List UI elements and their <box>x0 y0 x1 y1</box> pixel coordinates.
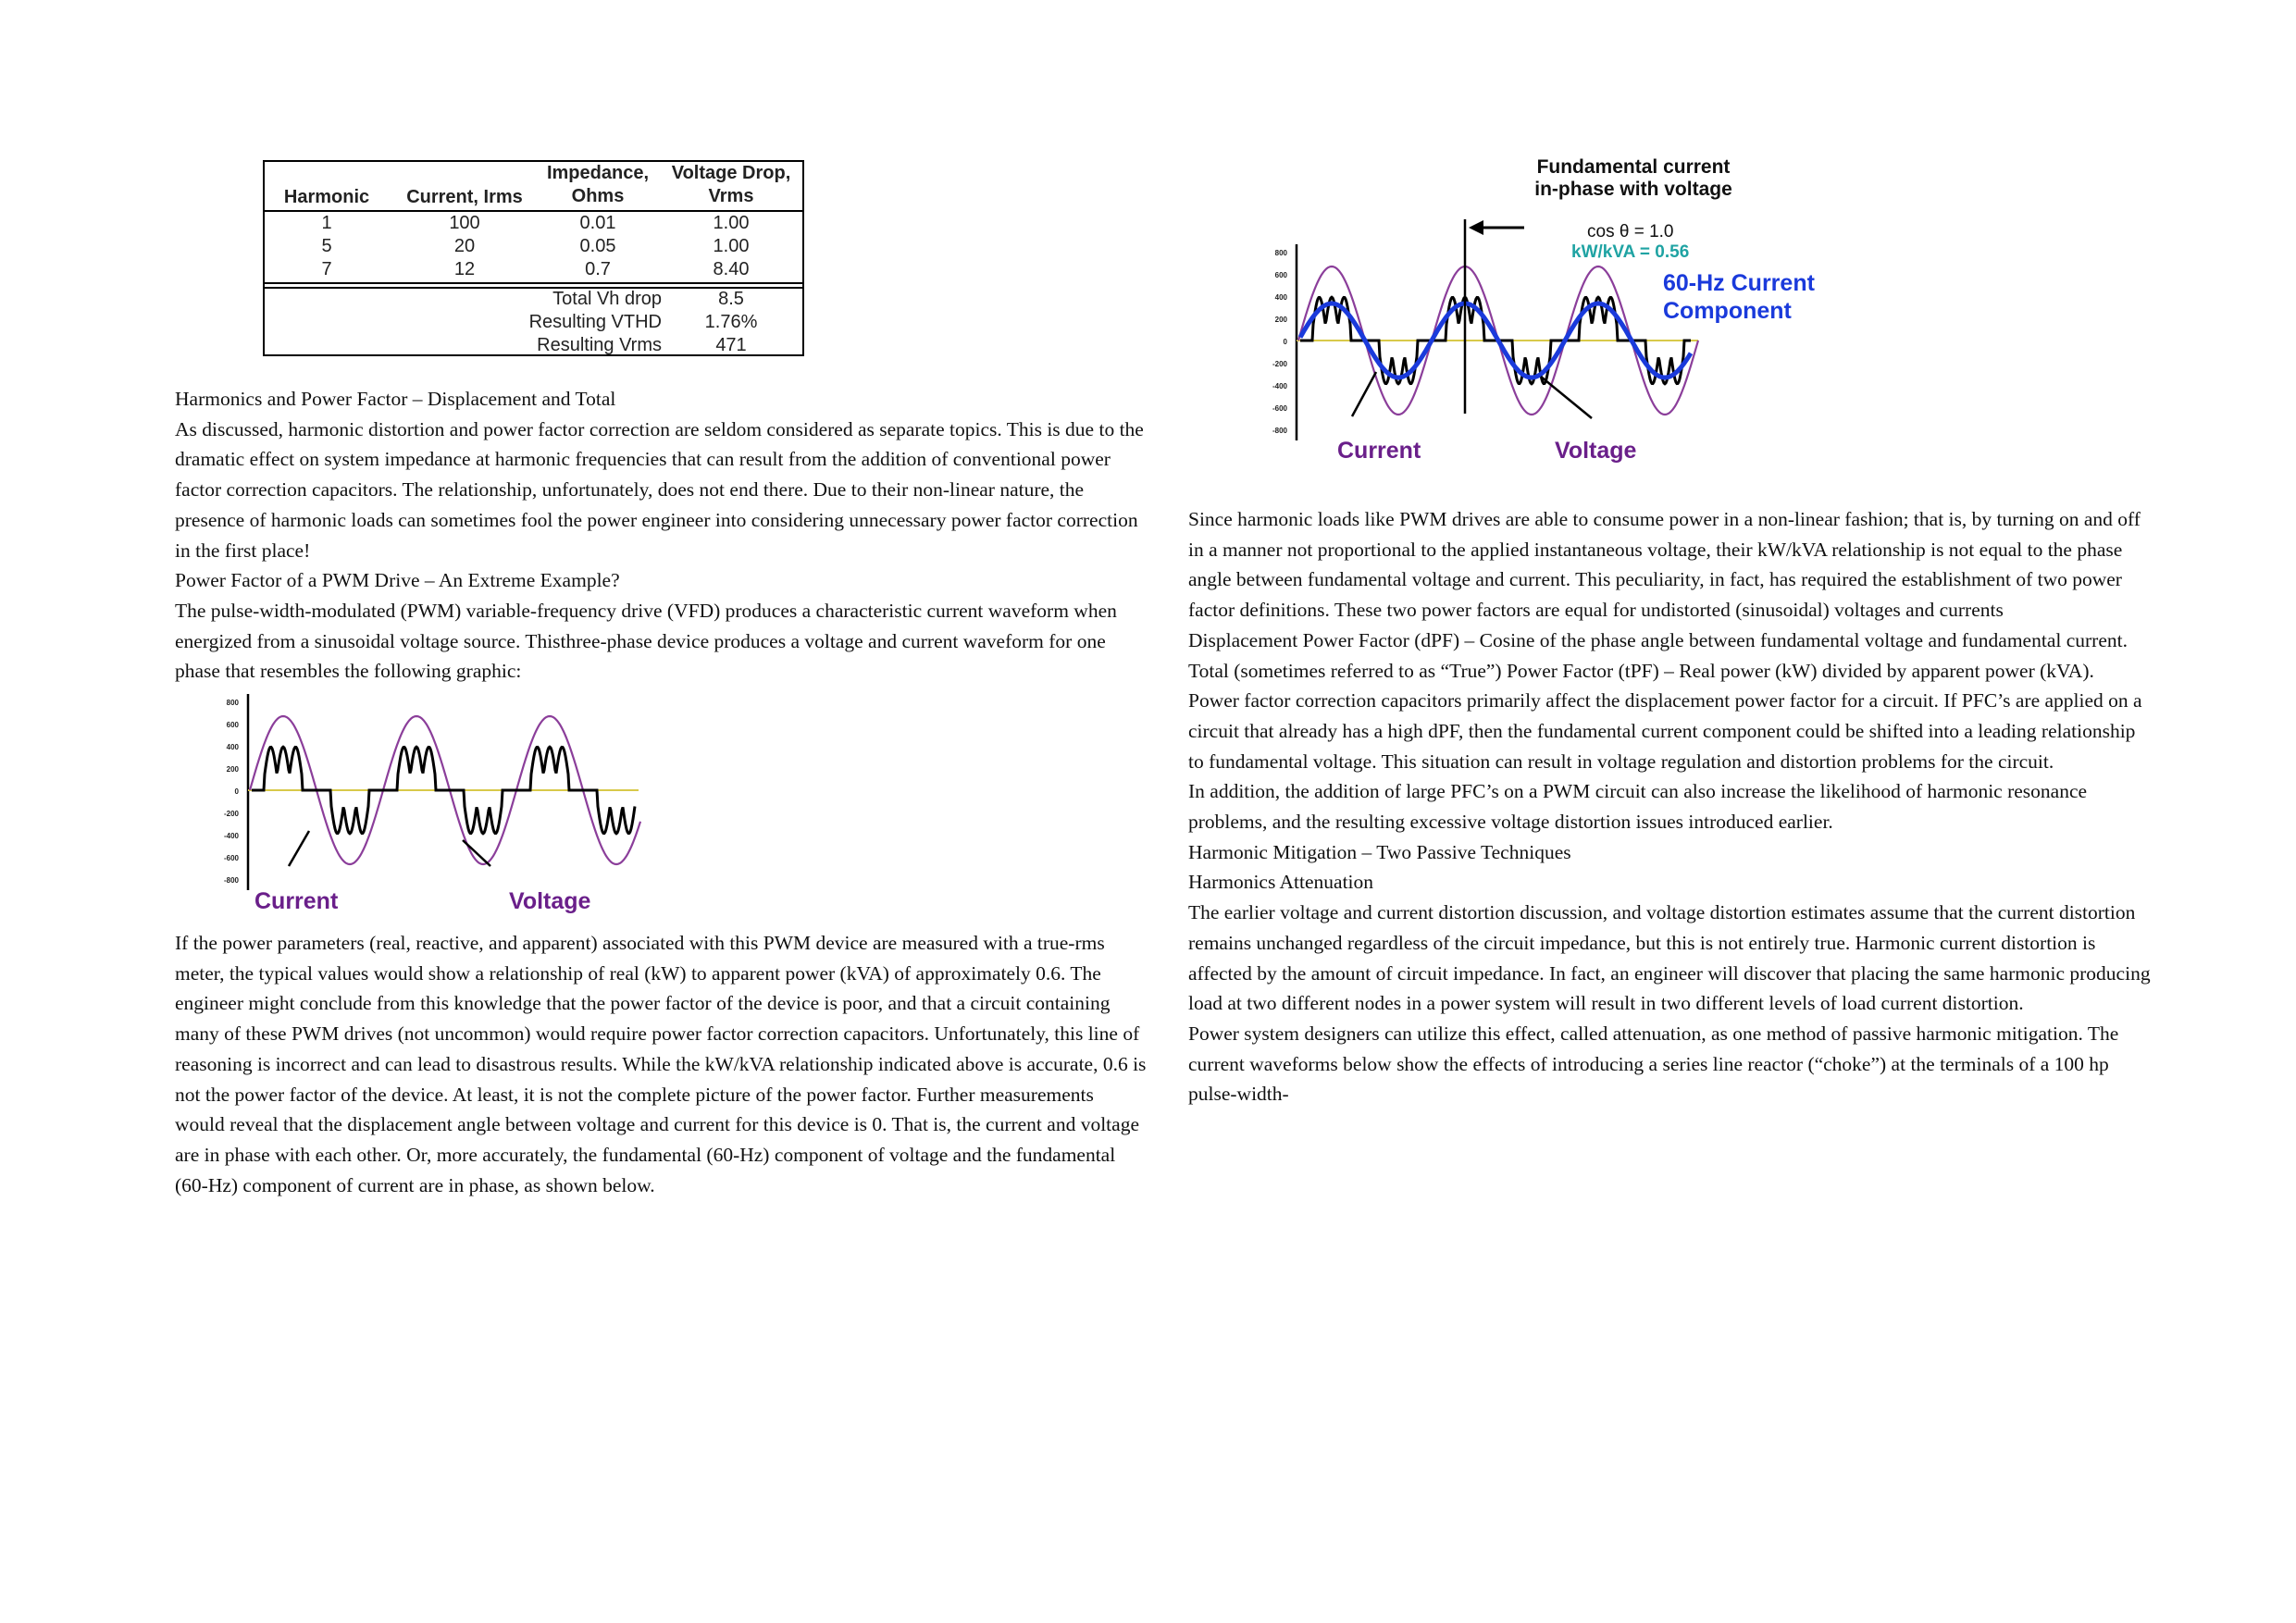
y-tick-label: 200 <box>1274 316 1287 324</box>
table-cell: 0.7 <box>585 259 611 279</box>
voltage-label: Voltage <box>509 888 591 914</box>
table-cell: 12 <box>453 259 476 279</box>
summary-label: Resulting VTHD <box>528 312 662 332</box>
table-cell: 1.00 <box>713 213 750 233</box>
paragraph: As discussed, harmonic distortion and power factor correction are seldom considered as separate topics. This is due to the dramatic effect on system impedance at harmonic frequencies that can result from the addition of conventional power factor correction capacitors. The relationship, unfortunately, does not end there. Due to their non-linear nature, the presence of harmonic loads can sometimes fool the power engineer into considering unnecessary power factor correction in the first place! <box>175 417 1144 562</box>
waveform-plot <box>213 692 648 923</box>
paragraph: Power system designers can utilize this effect, called attenuation, as one method of passive harmonic mitigation. The current waveforms below show the effects of introducing a series line reactor (“choke”) at the terminals of a 100 hp pulse-width- <box>1188 1022 2119 1106</box>
table-cell: 8.40 <box>713 259 750 279</box>
y-tick-label: -800 <box>223 876 239 885</box>
fundamental-plot <box>1263 150 1855 474</box>
y-tick-label: 600 <box>226 721 239 729</box>
y-tick-label: 0 <box>1283 338 1287 346</box>
heading-harmonics-attenuation: Harmonics Attenuation <box>1188 871 1374 894</box>
left-column-continued <box>175 928 1147 1200</box>
current-label: Current <box>254 888 339 914</box>
fundamental-component-label: 60-Hz Current <box>1663 270 1815 296</box>
left-column <box>175 384 1147 687</box>
y-tick-label: 800 <box>1274 249 1287 257</box>
y-tick-label: 400 <box>1274 293 1287 302</box>
waveform-figure-pwm <box>213 692 648 923</box>
figure-title: Fundamental current <box>1536 156 1731 178</box>
table-cell: 1.00 <box>713 236 750 256</box>
y-tick-label: 800 <box>226 699 239 707</box>
paragraph: In addition, the addition of large PFC’s on a PWM circuit can also increase the likelihood of harmonic resonance problems, and the resulting excessive voltage distortion issues introduced earlier. <box>1188 780 2088 834</box>
voltage-label: Voltage <box>1555 438 1637 464</box>
y-tick-label: 400 <box>226 743 239 751</box>
summary-label: Resulting Vrms <box>537 335 662 355</box>
table-cell: 1 <box>321 213 332 233</box>
current-label: Current <box>1337 438 1421 464</box>
current-waveform <box>252 747 635 834</box>
current-pointer <box>1352 372 1376 416</box>
table-divider <box>265 282 802 284</box>
table-header-voltage-drop: Voltage Drop, Vrms <box>671 163 791 206</box>
figure-title: in-phase with voltage <box>1534 179 1732 200</box>
table-cell: 20 <box>453 236 476 256</box>
summary-value: 8.5 <box>718 289 744 309</box>
heading-harmonics-power-factor: Harmonics and Power Factor – Displacement and Total <box>175 388 616 410</box>
table-header-current: Current, Irms <box>406 187 523 207</box>
waveform-figure-fundamental <box>1263 150 1855 474</box>
paragraph: Power factor correction capacitors primarily affect the displacement power factor for a circuit. If PFC’s are applied on a circuit that already has a high dPF, then the fundamental current component could be shifted into a leading relationship to fundamental voltage. This situation can result in voltage regulation and distortion problems for the circuit. <box>1188 689 2142 773</box>
paragraph: The earlier voltage and current distortion discussion, and voltage distortion estimates assume that the current distortion remains unchanged regardless of the circuit impedance, but this is not entirely true. Harmonic current distortion is affected by the amount of circuit impedance. In fact, an engineer will discover that placing the same harmonic producing load at two different nodes in a power system will result in two different levels of load current distortion. <box>1188 901 2151 1015</box>
right-column <box>1188 504 2151 1109</box>
y-tick-label: -800 <box>1272 427 1287 435</box>
y-tick-label: -200 <box>223 810 239 818</box>
definition-tpf: Total (sometimes referred to as “True”) Power Factor (tPF) – Real power (kW) divided by apparent power (kVA). <box>1188 659 2094 682</box>
voltage-pointer <box>1541 377 1592 418</box>
table-header-impedance: Impedance, Ohms <box>546 163 650 206</box>
y-tick-label: 0 <box>234 787 239 796</box>
cos-theta-label: cos θ = 1.0 <box>1587 222 1674 242</box>
heading-pwm-drive: Power Factor of a PWM Drive – An Extreme Example? <box>175 569 620 592</box>
y-tick-label: 200 <box>226 765 239 774</box>
definition-dpf: Displacement Power Factor (dPF) – Cosine of the phase angle between fundamental voltage and fundamental current. <box>1188 628 2128 651</box>
heading-harmonic-mitigation: Harmonic Mitigation – Two Passive Techniques <box>1188 840 1571 863</box>
table-cell: 0.01 <box>579 213 616 233</box>
paragraph: Since harmonic loads like PWM drives are able to consume power in a non-linear fashion; that is, by turning on and off in a manner not proportional to the applied instantaneous voltage, their kW/kVA relationship is not equal to the phase angle between fundamental voltage and current. This peculiarity, in fact, has required the establishment of two power factor definitions. These two power factors are equal for undistorted (sinusoidal) voltages and currents <box>1188 508 2141 622</box>
y-tick-label: 600 <box>1274 271 1287 279</box>
y-tick-label: -600 <box>1272 404 1287 413</box>
paragraph: If the power parameters (real, reactive, and apparent) associated with this PWM device are measured with a true-rms meter, the typical values would show a relationship of real (kW) to apparent power (kVA) of approximately 0.6. The engineer might conclude from this knowledge that the power factor of the device is poor, and that a circuit containing many of these PWM drives (not uncommon) would require power factor correction capacitors. Unfortunately, this line of reasoning is incorrect and can lead to disastrous results. While the kW/kVA relationship indicated above is accurate, 0.6 is not the power factor of the device. At least, it is not the complete picture of the power factor. Further measurements would reveal that the displacement angle between voltage and current for this device is 0. That is, the current and voltage are in phase with each other. Or, more accurately, the fundamental (60-Hz) component of voltage and the fundamental (60-Hz) component of current are in phase, as shown below. <box>175 932 1147 1196</box>
fundamental-component-label: Component <box>1663 298 1792 324</box>
arrow-icon <box>1469 220 1483 235</box>
paragraph: The pulse-width-modulated (PWM) variable-frequency drive (VFD) produces a characteristic current waveform when energized from a sinusoidal voltage source. Thisthree-phase device produces a voltage and current waveform for one phase that resembles the following graphic: <box>175 599 1117 683</box>
harmonics-table <box>263 160 804 356</box>
table-header-harmonic: Harmonic <box>283 187 370 207</box>
summary-value: 1.76% <box>704 312 758 332</box>
table-cell: 5 <box>321 236 332 256</box>
y-tick-label: -400 <box>1272 382 1287 390</box>
y-tick-label: -600 <box>223 854 239 862</box>
table-cell: 7 <box>321 259 332 279</box>
table-cell: 100 <box>449 213 480 233</box>
summary-label: Total Vh drop <box>552 289 662 309</box>
kw-kva-ratio-label: kW/kVA = 0.56 <box>1571 242 1690 262</box>
y-tick-label: -200 <box>1272 360 1287 368</box>
summary-value: 471 <box>715 335 747 355</box>
y-tick-label: -400 <box>223 832 239 840</box>
table-cell: 0.05 <box>579 236 616 256</box>
current-pointer <box>289 831 309 866</box>
